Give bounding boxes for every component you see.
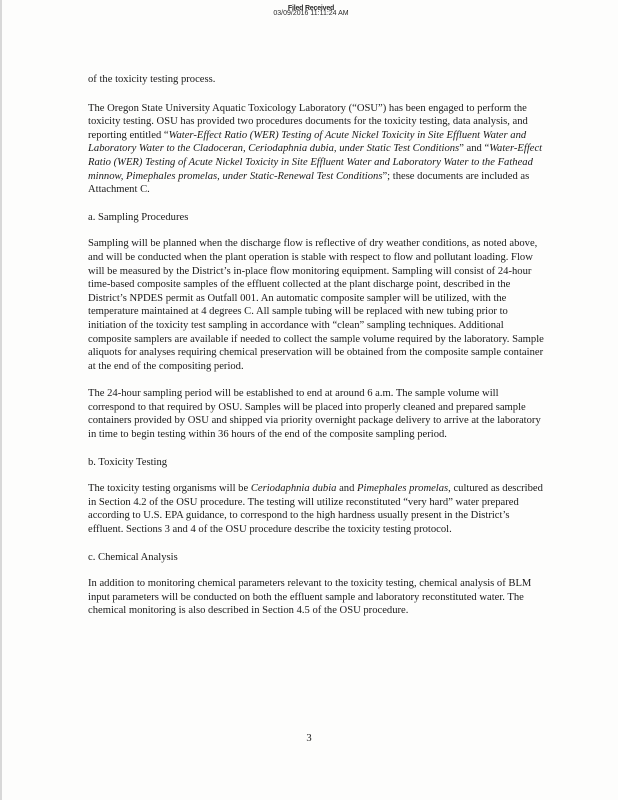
osu-text-end: ”; these documents are included as Attachment C. bbox=[88, 170, 530, 196]
intro-paragraph: of the toxicity testing process. bbox=[88, 74, 216, 85]
scan-edge bbox=[0, 0, 2, 800]
osu-paragraph bbox=[88, 102, 544, 197]
sampling-paragraph-2: The 24-hour sampling period will be established to end at around 6 a.m. The sample volume will correspond to that required by OSU. Samples will be placed into properly cleaned and prepared sample containers provided by OSU and shipped via priority overnight package delivery to arrive at the laboratory in time to begin testing within 36 hours of the end of the composite sampling period. bbox=[88, 388, 541, 441]
sampling-paragraph-1: Sampling will be planned when the discharge flow is reflective of dry weather conditions, as noted above, and will be conducted when the plant operation is stable with respect to flow and pollutant loading. Flow will be measured by the District’s in-place flow monitoring equipment. Sampling will consist of 24-hour time-based composite samples of the effluent collected at the plant discharge point, described in the District’s NPDES permit as Outfall 001. An automatic composite sampler will be utilized, with the temperature maintained at 4 degrees C. All sample tubing will be replaced with new tubing prior to initiation of the toxicity test sampling in accordance with “clean” sampling techniques. Additional composite samplers are available if needed to collect the sample volume required by the laboratory. Sample aliquots for analyses requiring chemical preservation will be obtained from the composite sample container at the end of the compositing period. bbox=[88, 238, 544, 372]
tox-text-and: and bbox=[336, 483, 358, 495]
section-heading-b: b. Toxicity Testing bbox=[88, 456, 168, 468]
osu-text-start: The Oregon State University Aquatic Toxicology Laboratory (“OSU”) has been engaged to perform the toxicity testing. OSU has provided two procedures documents for the toxicity testing, data analysis, and reporting entitled “ bbox=[88, 102, 528, 141]
osu-procedure-title-2: Water-Effect Ratio (WER) Testing of Acute Nickel Toxicity in Site Effluent Water and Laboratory Water to the Fathead minnow, Pimephales promelas, under Static-Renewal Test Conditions bbox=[88, 143, 543, 182]
tox-text-end: , cultured as described in Section 4.2 of the OSU procedure. The testing will utilize reconstituted “very hard” water prepared according to U.S. EPA guidance, to correspond to the high hardness usually present in the District’s effluent. Sections 3 and 4 of the OSU procedure describe the toxicity testing protocol. bbox=[88, 483, 543, 536]
section-heading-c: c. Chemical Analysis bbox=[88, 551, 178, 563]
document-body bbox=[88, 73, 544, 632]
species-ceriodaphnia: Ceriodaphnia dubia bbox=[250, 483, 337, 495]
stamp-line-1: Filed Received bbox=[287, 5, 335, 12]
chemical-paragraph: In addition to monitoring chemical parameters relevant to the toxicity testing, chemical analysis of BLM input parameters will be conducted on both the effluent sample and laboratory reconstituted water. The chemical monitoring is also described in Section 4.5 of the OSU procedure. bbox=[88, 578, 532, 617]
tox-text-start: The toxicity testing organisms will be bbox=[88, 483, 251, 495]
osu-text-mid: ” and “ bbox=[459, 143, 490, 155]
filing-stamp bbox=[252, 5, 370, 17]
osu-procedure-title-1: Water-Effect Ratio (WER) Testing of Acute Nickel Toxicity in Site Effluent Water and Laboratory Water to the Cladoceran, Ceriodaphnia dubia, under Static Test Conditions bbox=[88, 129, 527, 155]
page-number: 3 bbox=[306, 733, 312, 744]
section-heading-a: a. Sampling Procedures bbox=[88, 211, 189, 223]
toxicity-paragraph bbox=[88, 482, 544, 536]
species-pimephales: Pimephales promelas bbox=[357, 483, 449, 495]
stamp-line-2: 03/09/2016 11:11:24 AM bbox=[273, 10, 349, 17]
